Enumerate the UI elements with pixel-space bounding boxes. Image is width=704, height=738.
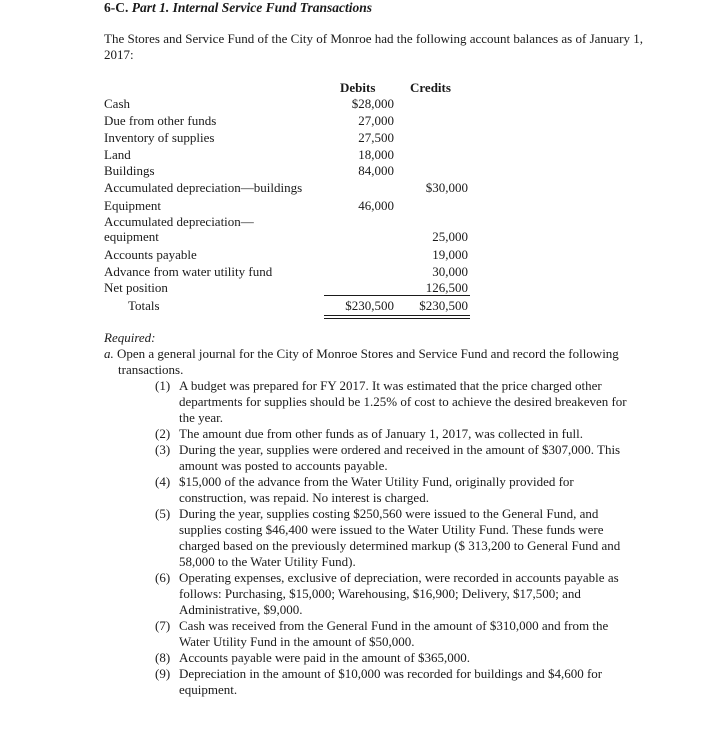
credits-header: Credits (410, 80, 451, 95)
list-item (155, 506, 635, 570)
item-number: (2) (155, 426, 171, 441)
item-number: (3) (155, 442, 171, 457)
required-label: Required: (104, 330, 156, 345)
item-text: $15,000 of the advance from the Water Utility Fund, originally provided for construction, was repaid. No interest is charged. (179, 474, 574, 505)
debits-header: Debits (340, 80, 376, 95)
credit-amount: $30,000 (425, 180, 468, 195)
account-name: Net position (104, 280, 168, 295)
item-number: (7) (155, 618, 171, 633)
account-name: Accounts payable (104, 247, 197, 262)
item-text: During the year, supplies were ordered and received in the amount of $307,000. This amount was posted to accounts payable. (179, 442, 621, 473)
list-item (155, 650, 635, 666)
list-item (155, 378, 635, 426)
debit-amount: 27,500 (358, 130, 394, 145)
debit-amount: 84,000 (358, 163, 394, 178)
item-number: (8) (155, 650, 171, 665)
account-name: Advance from water utility fund (104, 264, 273, 279)
totals-label: Totals (128, 298, 160, 313)
item-number: (9) (155, 666, 171, 681)
item-text: Operating expenses, exclusive of depreciation, were recorded in accounts payable as follows: Purchasing, $15,000; Warehousing, $16,900; Delivery, $17,500; and Administrative, $9,000. (179, 570, 619, 617)
total-double-rule-bottom (324, 318, 470, 319)
account-name: Land (104, 147, 131, 162)
part-a-text: Open a general journal for the City of Monroe Stores and Service Fund and record the following transactions. (117, 346, 619, 377)
item-text: During the year, supplies costing $250,560 were issued to the General Fund, and supplies costing $46,400 were issued to the Water Utility Fund. These funds were charged based on the previously determined markup ($ 313,200 to General Fund and 58,000 to the Water Utility Fund). (179, 506, 621, 569)
problem-number: 6-C. (104, 0, 129, 15)
account-name: Cash (104, 96, 130, 111)
account-name: Accumulated depreciation— (104, 214, 254, 229)
intro-paragraph: The Stores and Service Fund of the City of Monroe had the following account balances as of January 1, 2017: (104, 31, 643, 62)
transaction-list (155, 378, 635, 698)
item-text: Depreciation in the amount of $10,000 was recorded for buildings and $4,600 for equipment. (179, 666, 603, 697)
part-a (104, 346, 624, 378)
total-debits: $230,500 (345, 298, 394, 313)
credit-amount: 25,000 (432, 229, 468, 244)
item-number: (1) (155, 378, 171, 393)
list-item (155, 474, 635, 506)
debit-amount: 18,000 (358, 147, 394, 162)
account-name: Inventory of supplies (104, 130, 215, 145)
total-credits: $230,500 (419, 298, 468, 313)
problem-title: Part 1. Internal Service Fund Transactions (131, 0, 373, 15)
credit-amount: 30,000 (432, 264, 468, 279)
list-item (155, 666, 635, 698)
account-name: Buildings (104, 163, 155, 178)
list-item (155, 426, 635, 442)
debit-amount: 27,000 (358, 113, 394, 128)
account-name: Accumulated depreciation—buildings (104, 180, 303, 195)
credit-amount: 126,500 (425, 280, 468, 295)
item-text: A budget was prepared for FY 2017. It was estimated that the price charged other departments for supplies should be 1.25% of cost to achieve the desired breakeven for the year. (179, 378, 627, 425)
subtotal-rule (324, 295, 470, 296)
debit-amount: 46,000 (358, 198, 394, 213)
item-text: The amount due from other funds as of January 1, 2017, was collected in full. (179, 426, 583, 441)
debit-amount: $28,000 (351, 96, 394, 111)
item-text: Accounts payable were paid in the amount of $365,000. (179, 650, 470, 665)
list-item (155, 442, 635, 474)
list-item (155, 570, 635, 618)
item-number: (6) (155, 570, 171, 585)
account-name: Due from other funds (104, 113, 217, 128)
part-a-letter: a. (104, 346, 114, 361)
account-name-continued: equipment (104, 229, 159, 244)
total-double-rule-top (324, 315, 470, 316)
item-number: (4) (155, 474, 171, 489)
account-name: Equipment (104, 198, 162, 213)
problem-heading (104, 0, 372, 16)
list-item (155, 618, 635, 650)
item-text: Cash was received from the General Fund in the amount of $310,000 and from the Water Utility Fund in the amount of $50,000. (179, 618, 609, 649)
credit-amount: 19,000 (432, 247, 468, 262)
item-number: (5) (155, 506, 171, 521)
